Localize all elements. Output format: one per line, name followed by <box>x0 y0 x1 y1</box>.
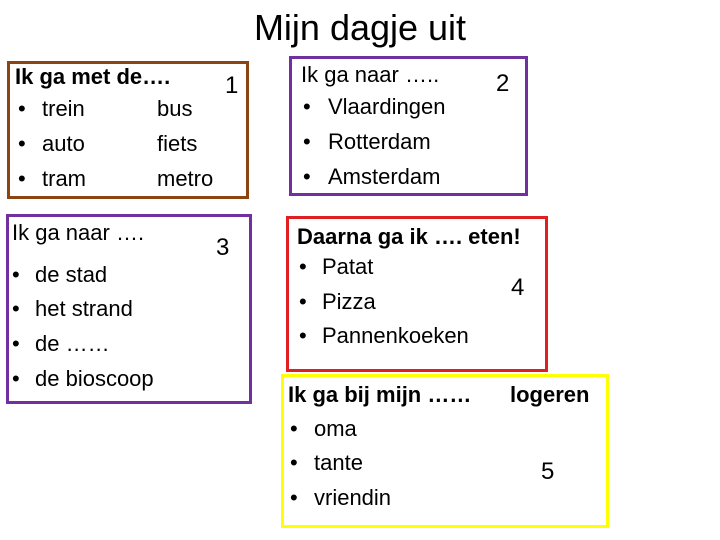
bullet: • <box>303 94 311 119</box>
box-transport-number: 1 <box>225 72 239 99</box>
box-sleepover-number: 5 <box>541 458 555 485</box>
bullet: • <box>18 166 26 191</box>
list-item: de …… <box>35 331 110 356</box>
bullet: • <box>303 164 311 189</box>
list-item: trein <box>42 96 85 121</box>
list-item: auto <box>42 131 85 156</box>
bullet: • <box>12 366 20 391</box>
list-item: Vlaardingen <box>328 94 446 119</box>
list-item: Rotterdam <box>328 129 431 154</box>
box-food-number: 4 <box>511 274 525 301</box>
bullet: • <box>299 254 307 279</box>
bullet: • <box>290 450 298 475</box>
bullet: • <box>303 129 311 154</box>
bullet: • <box>290 416 298 441</box>
list-item: de stad <box>35 262 108 287</box>
bullet: • <box>18 96 26 121</box>
bullet: • <box>290 485 298 510</box>
bullet: • <box>12 331 20 356</box>
bullet: • <box>299 289 307 314</box>
box-sleepover-heading: Ik ga bij mijn …… <box>288 382 472 407</box>
list-item: bus <box>157 96 193 121</box>
bullet: • <box>18 131 26 156</box>
list-item: het strand <box>35 296 133 321</box>
list-item: de bioscoop <box>35 366 154 391</box>
box-destination-city-number: 2 <box>496 70 510 97</box>
box-sleepover-heading-logeren: logeren <box>510 382 590 407</box>
list-item: tante <box>314 450 363 475</box>
list-item: fiets <box>157 131 198 156</box>
box-transport-heading: Ik ga met de…. <box>15 64 171 89</box>
bullet: • <box>12 262 20 287</box>
list-item: tram <box>42 166 86 191</box>
list-item: Pizza <box>322 289 376 314</box>
box-food-heading: Daarna ga ik …. eten! <box>297 224 521 249</box>
bullet: • <box>12 296 20 321</box>
box-destination-place-heading: Ik ga naar …. <box>12 220 145 245</box>
list-item: vriendin <box>314 485 392 510</box>
list-item: Amsterdam <box>328 164 441 189</box>
box-destination-city-heading: Ik ga naar ….. <box>301 62 440 87</box>
list-item: Pannenkoeken <box>322 323 469 348</box>
list-item: oma <box>314 416 357 441</box>
list-item: metro <box>157 166 214 191</box>
list-item: Patat <box>322 254 374 279</box>
page-title: Mijn dagje uit <box>253 7 467 48</box>
bullet: • <box>299 323 307 348</box>
box-destination-place-number: 3 <box>216 234 230 261</box>
